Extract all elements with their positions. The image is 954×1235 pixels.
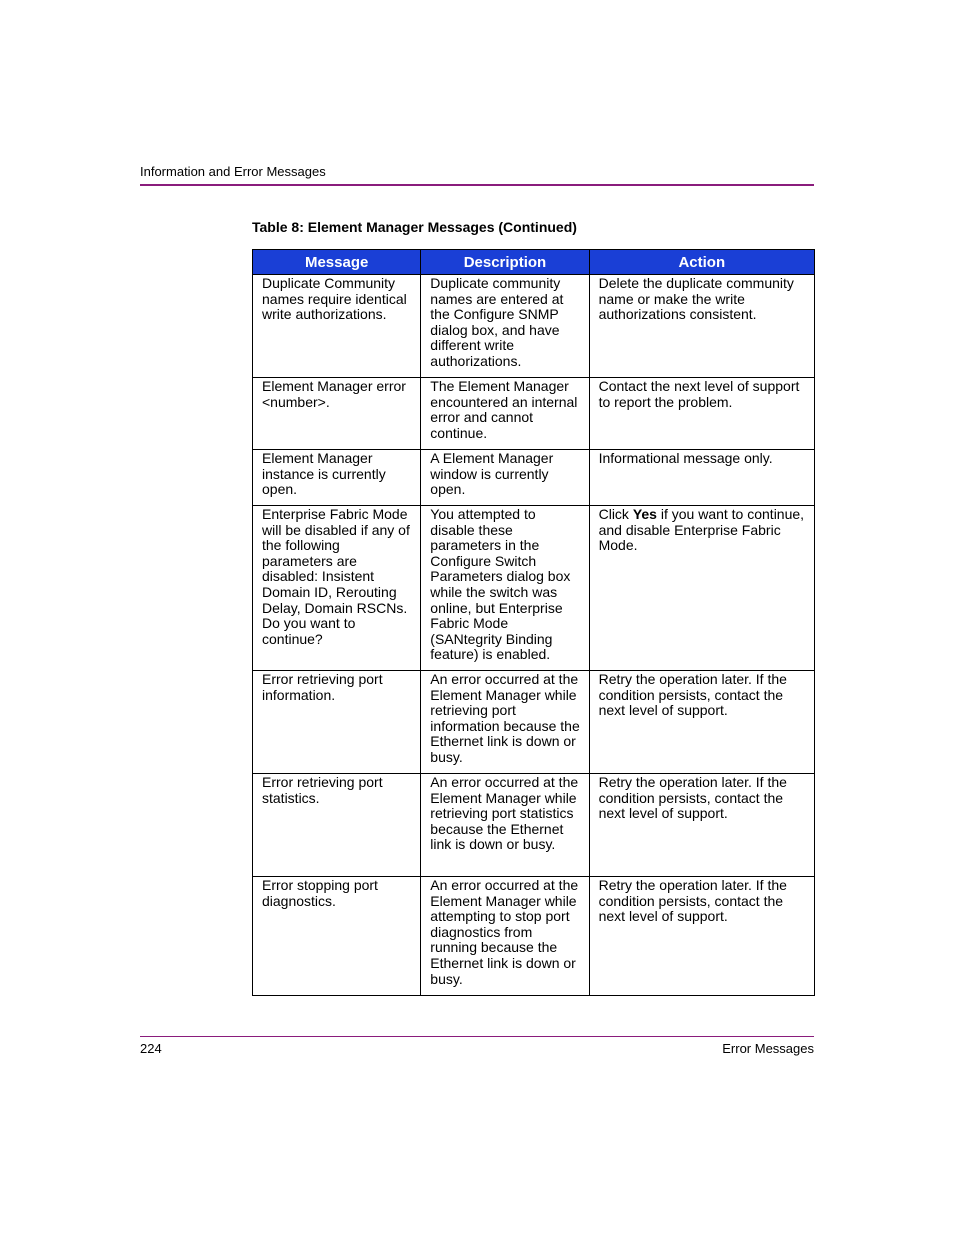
description-cell: The Element Manager encountered an internal error and cannot continue.	[421, 378, 589, 450]
action-cell: Delete the duplicate community name or make the write authorizations consistent.	[589, 275, 814, 378]
message-cell: Error stopping port diagnostics.	[253, 877, 421, 996]
footer-rule	[140, 1036, 814, 1037]
running-footer-title: Error Messages	[722, 1041, 814, 1056]
message-cell: Enterprise Fabric Mode will be disabled if any of the following parameters are disabled: Insistent Domain ID, Rerouting Delay, Domain RSCNs. Do you want to continue?	[253, 506, 421, 671]
description-cell: An error occurred at the Element Manager while attempting to stop port diagnostics from running because the Ethernet link is down or busy.	[421, 877, 589, 996]
message-cell: Error retrieving port statistics.	[253, 774, 421, 877]
action-text-prefix: Click	[598, 506, 633, 522]
table-row	[253, 506, 815, 671]
header-rule	[140, 184, 814, 186]
column-header-message: Message	[253, 250, 421, 275]
table-row	[253, 671, 815, 774]
description-cell: An error occurred at the Element Manager while retrieving port information because the Ethernet link is down or busy.	[421, 671, 589, 774]
description-cell: An error occurred at the Element Manager while retrieving port statistics because the Ethernet link is down or busy.	[421, 774, 589, 877]
running-header: Information and Error Messages	[140, 164, 326, 179]
table-row	[253, 877, 815, 996]
table-caption: Table 8: Element Manager Messages (Continued)	[252, 219, 577, 235]
description-cell: You attempted to disable these parameters in the Configure Switch Parameters dialog box while the switch was online, but Enterprise Fabric Mode (SANtegrity Binding feature) is enabled.	[421, 506, 589, 671]
action-cell: Retry the operation later. If the condition persists, contact the next level of support.	[589, 877, 814, 996]
column-header-action: Action	[589, 250, 814, 275]
message-cell: Element Manager error <number>.	[253, 378, 421, 450]
column-header-description: Description	[421, 250, 589, 275]
page-number: 224	[140, 1041, 162, 1056]
description-cell: A Element Manager window is currently open.	[421, 450, 589, 506]
action-cell: Contact the next level of support to report the problem.	[589, 378, 814, 450]
action-cell: Informational message only.	[589, 450, 814, 506]
table-row	[253, 774, 815, 877]
message-cell: Error retrieving port information.	[253, 671, 421, 774]
table-row	[253, 450, 815, 506]
table-row	[253, 378, 815, 450]
table-row	[253, 275, 815, 378]
action-cell: Retry the operation later. If the condition persists, contact the next level of support.	[589, 671, 814, 774]
table-header-row	[253, 250, 815, 275]
action-cell	[589, 506, 814, 671]
messages-table	[252, 249, 815, 996]
description-cell: Duplicate community names are entered at the Configure SNMP dialog box, and have different write authorizations.	[421, 275, 589, 378]
action-text-suffix: if you want to continue, and disable Enterprise Fabric Mode.	[598, 506, 805, 554]
message-cell: Duplicate Community names require identical write authorizations.	[253, 275, 421, 378]
action-cell: Retry the operation later. If the condition persists, contact the next level of support.	[589, 774, 814, 877]
action-emphasis-yes: Yes	[632, 506, 657, 522]
message-cell: Element Manager instance is currently open.	[253, 450, 421, 506]
